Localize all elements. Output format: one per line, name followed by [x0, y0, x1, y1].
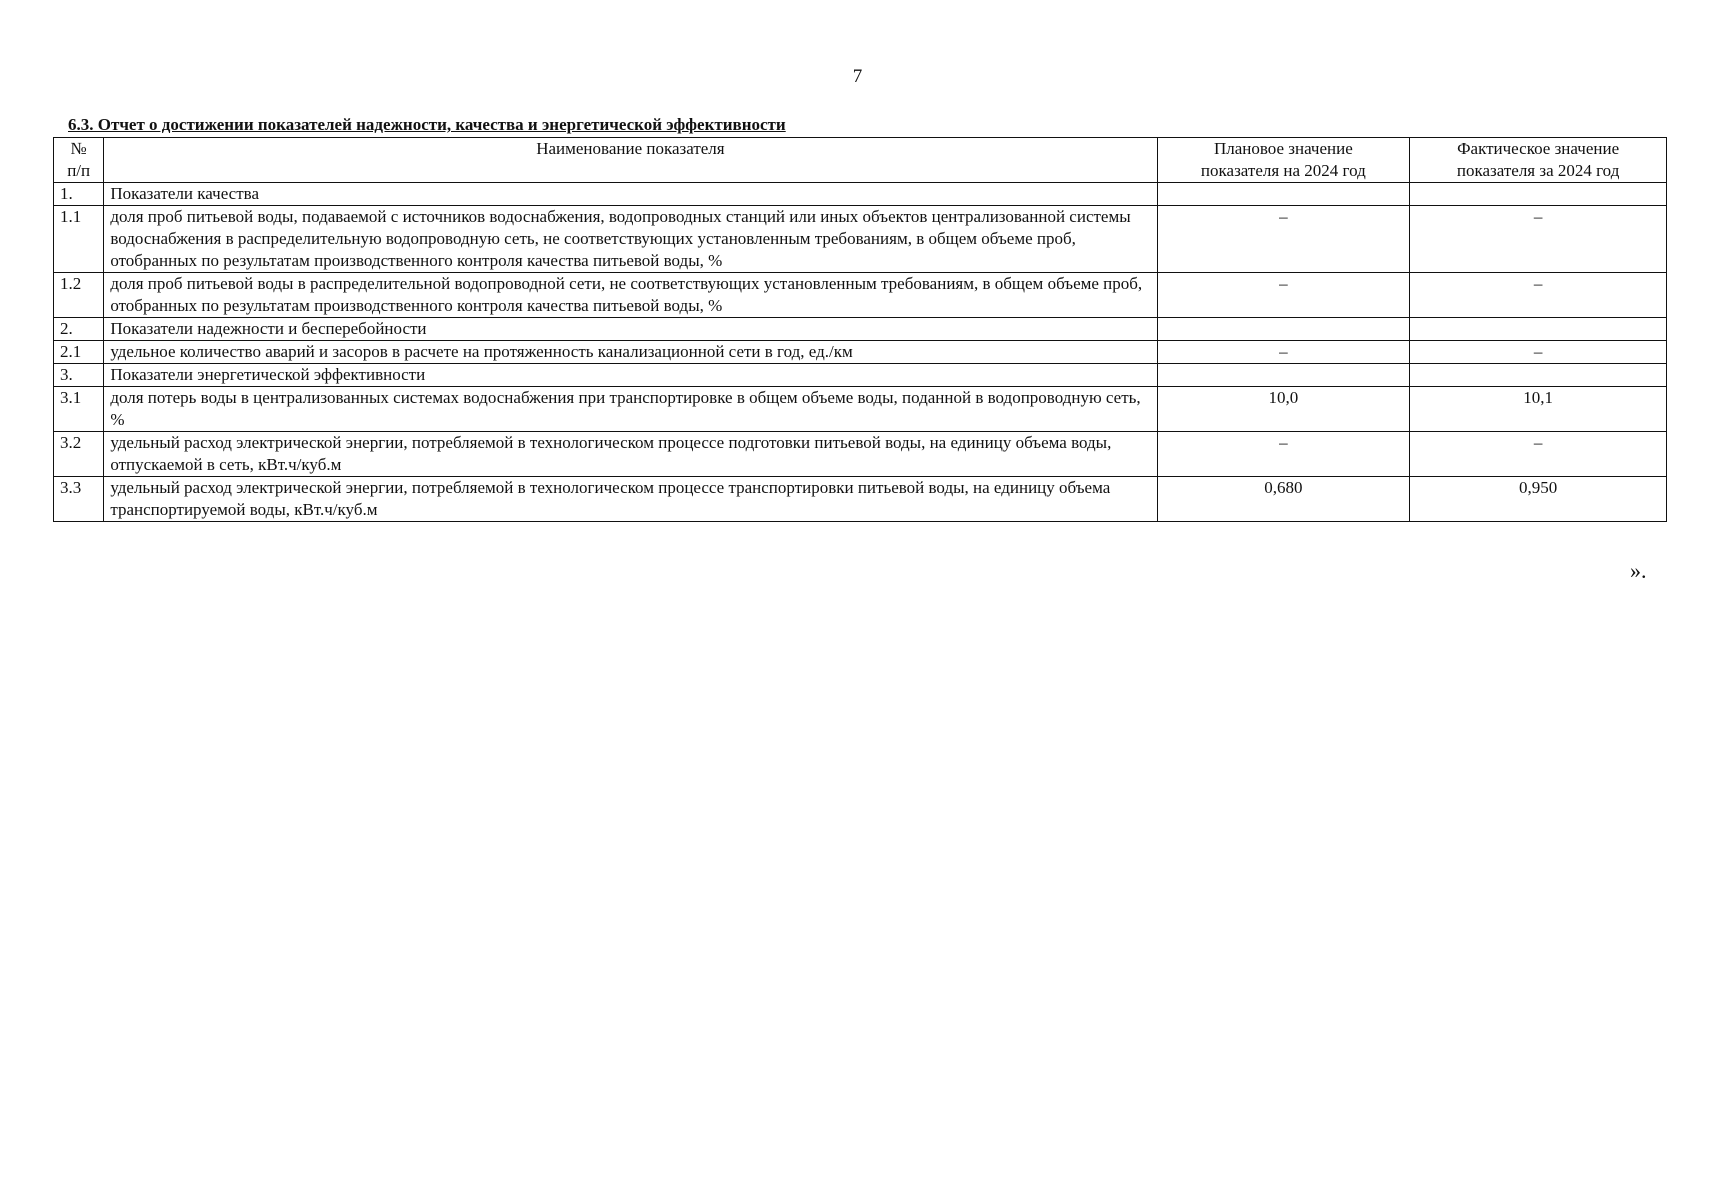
table-row [54, 206, 1667, 273]
header-fact-value [1410, 138, 1667, 183]
header-plan-value [1157, 138, 1410, 183]
indicators-table [53, 137, 1667, 522]
row-indicator-name: удельный расход электрической энергии, потребляемой в технологическом процессе транспортировки питьевой воды, на единицу объема транспортируемой воды, кВт.ч/куб.м [104, 477, 1157, 522]
row-indicator-name: удельный расход электрической энергии, потребляемой в технологическом процессе подготовки питьевой воды, на единицу объема воды, отпускаемой в сеть, кВт.ч/куб.м [104, 432, 1157, 477]
header-plan-line2: показателя на 2024 год [1200, 161, 1366, 180]
header-indicator-name: Наименование показателя [104, 138, 1157, 183]
row-number: 2.1 [54, 341, 104, 364]
row-number: 1. [54, 183, 104, 206]
row-plan-value: – [1157, 206, 1410, 273]
row-plan-value [1157, 364, 1410, 387]
row-plan-value [1157, 318, 1410, 341]
row-fact-value: – [1410, 341, 1667, 364]
header-number-line1: № [70, 139, 87, 158]
header-plan-line1: Плановое значение [1213, 139, 1353, 158]
row-fact-value [1410, 183, 1667, 206]
row-fact-value: 10,1 [1410, 387, 1667, 432]
header-number-line2: п/п [67, 161, 91, 180]
header-fact-line2: показателя за 2024 год [1456, 161, 1620, 180]
row-indicator-name: доля проб питьевой воды, подаваемой с источников водоснабжения, водопроводных станций или иных объектов централизованной системы водоснабжения в распределительную водопроводную сеть, не соответствующих установленным требованиям, в общем объеме проб, отобранных по результатам производственного контроля качества питьевой воды, % [104, 206, 1157, 273]
table-row [54, 432, 1667, 477]
row-plan-value: 0,680 [1157, 477, 1410, 522]
closing-quote-mark: ». [1630, 558, 1647, 583]
row-plan-value: 10,0 [1157, 387, 1410, 432]
row-number: 3.2 [54, 432, 104, 477]
row-plan-value: – [1157, 432, 1410, 477]
table-row [54, 273, 1667, 318]
row-number: 2. [54, 318, 104, 341]
row-fact-value: – [1410, 273, 1667, 318]
table-row [54, 341, 1667, 364]
table-row [54, 364, 1667, 387]
table-row [54, 387, 1667, 432]
row-fact-value: – [1410, 432, 1667, 477]
row-number: 3. [54, 364, 104, 387]
page-number: 7 [852, 66, 863, 87]
row-fact-value [1410, 364, 1667, 387]
section-title: 6.3. Отчет о достижении показателей надежности, качества и энергетической эффективности [68, 115, 786, 134]
row-plan-value [1157, 183, 1410, 206]
row-indicator-name: Показатели надежности и бесперебойности [104, 318, 1157, 341]
table-row [54, 318, 1667, 341]
row-number: 1.2 [54, 273, 104, 318]
row-number: 1.1 [54, 206, 104, 273]
header-number [54, 138, 104, 183]
table-row [54, 183, 1667, 206]
table-row [54, 477, 1667, 522]
row-fact-value [1410, 318, 1667, 341]
table-header-row [54, 138, 1667, 183]
row-indicator-name: Показатели качества [104, 183, 1157, 206]
row-indicator-name: доля потерь воды в централизованных системах водоснабжения при транспортировке в общем объеме воды, поданной в водопроводную сеть, % [104, 387, 1157, 432]
row-number: 3.1 [54, 387, 104, 432]
row-plan-value: – [1157, 341, 1410, 364]
row-indicator-name: удельное количество аварий и засоров в расчете на протяженность канализационной сети в год, ед./км [104, 341, 1157, 364]
row-fact-value: – [1410, 206, 1667, 273]
row-indicator-name: доля проб питьевой воды в распределительной водопроводной сети, не соответствующих установленным требованиям, в общем объеме проб, отобранных по результатам производственного контроля качества питьевой воды, % [104, 273, 1157, 318]
row-number: 3.3 [54, 477, 104, 522]
row-plan-value: – [1157, 273, 1410, 318]
row-fact-value: 0,950 [1410, 477, 1667, 522]
header-fact-line1: Фактическое значение [1457, 139, 1620, 158]
row-indicator-name: Показатели энергетической эффективности [104, 364, 1157, 387]
